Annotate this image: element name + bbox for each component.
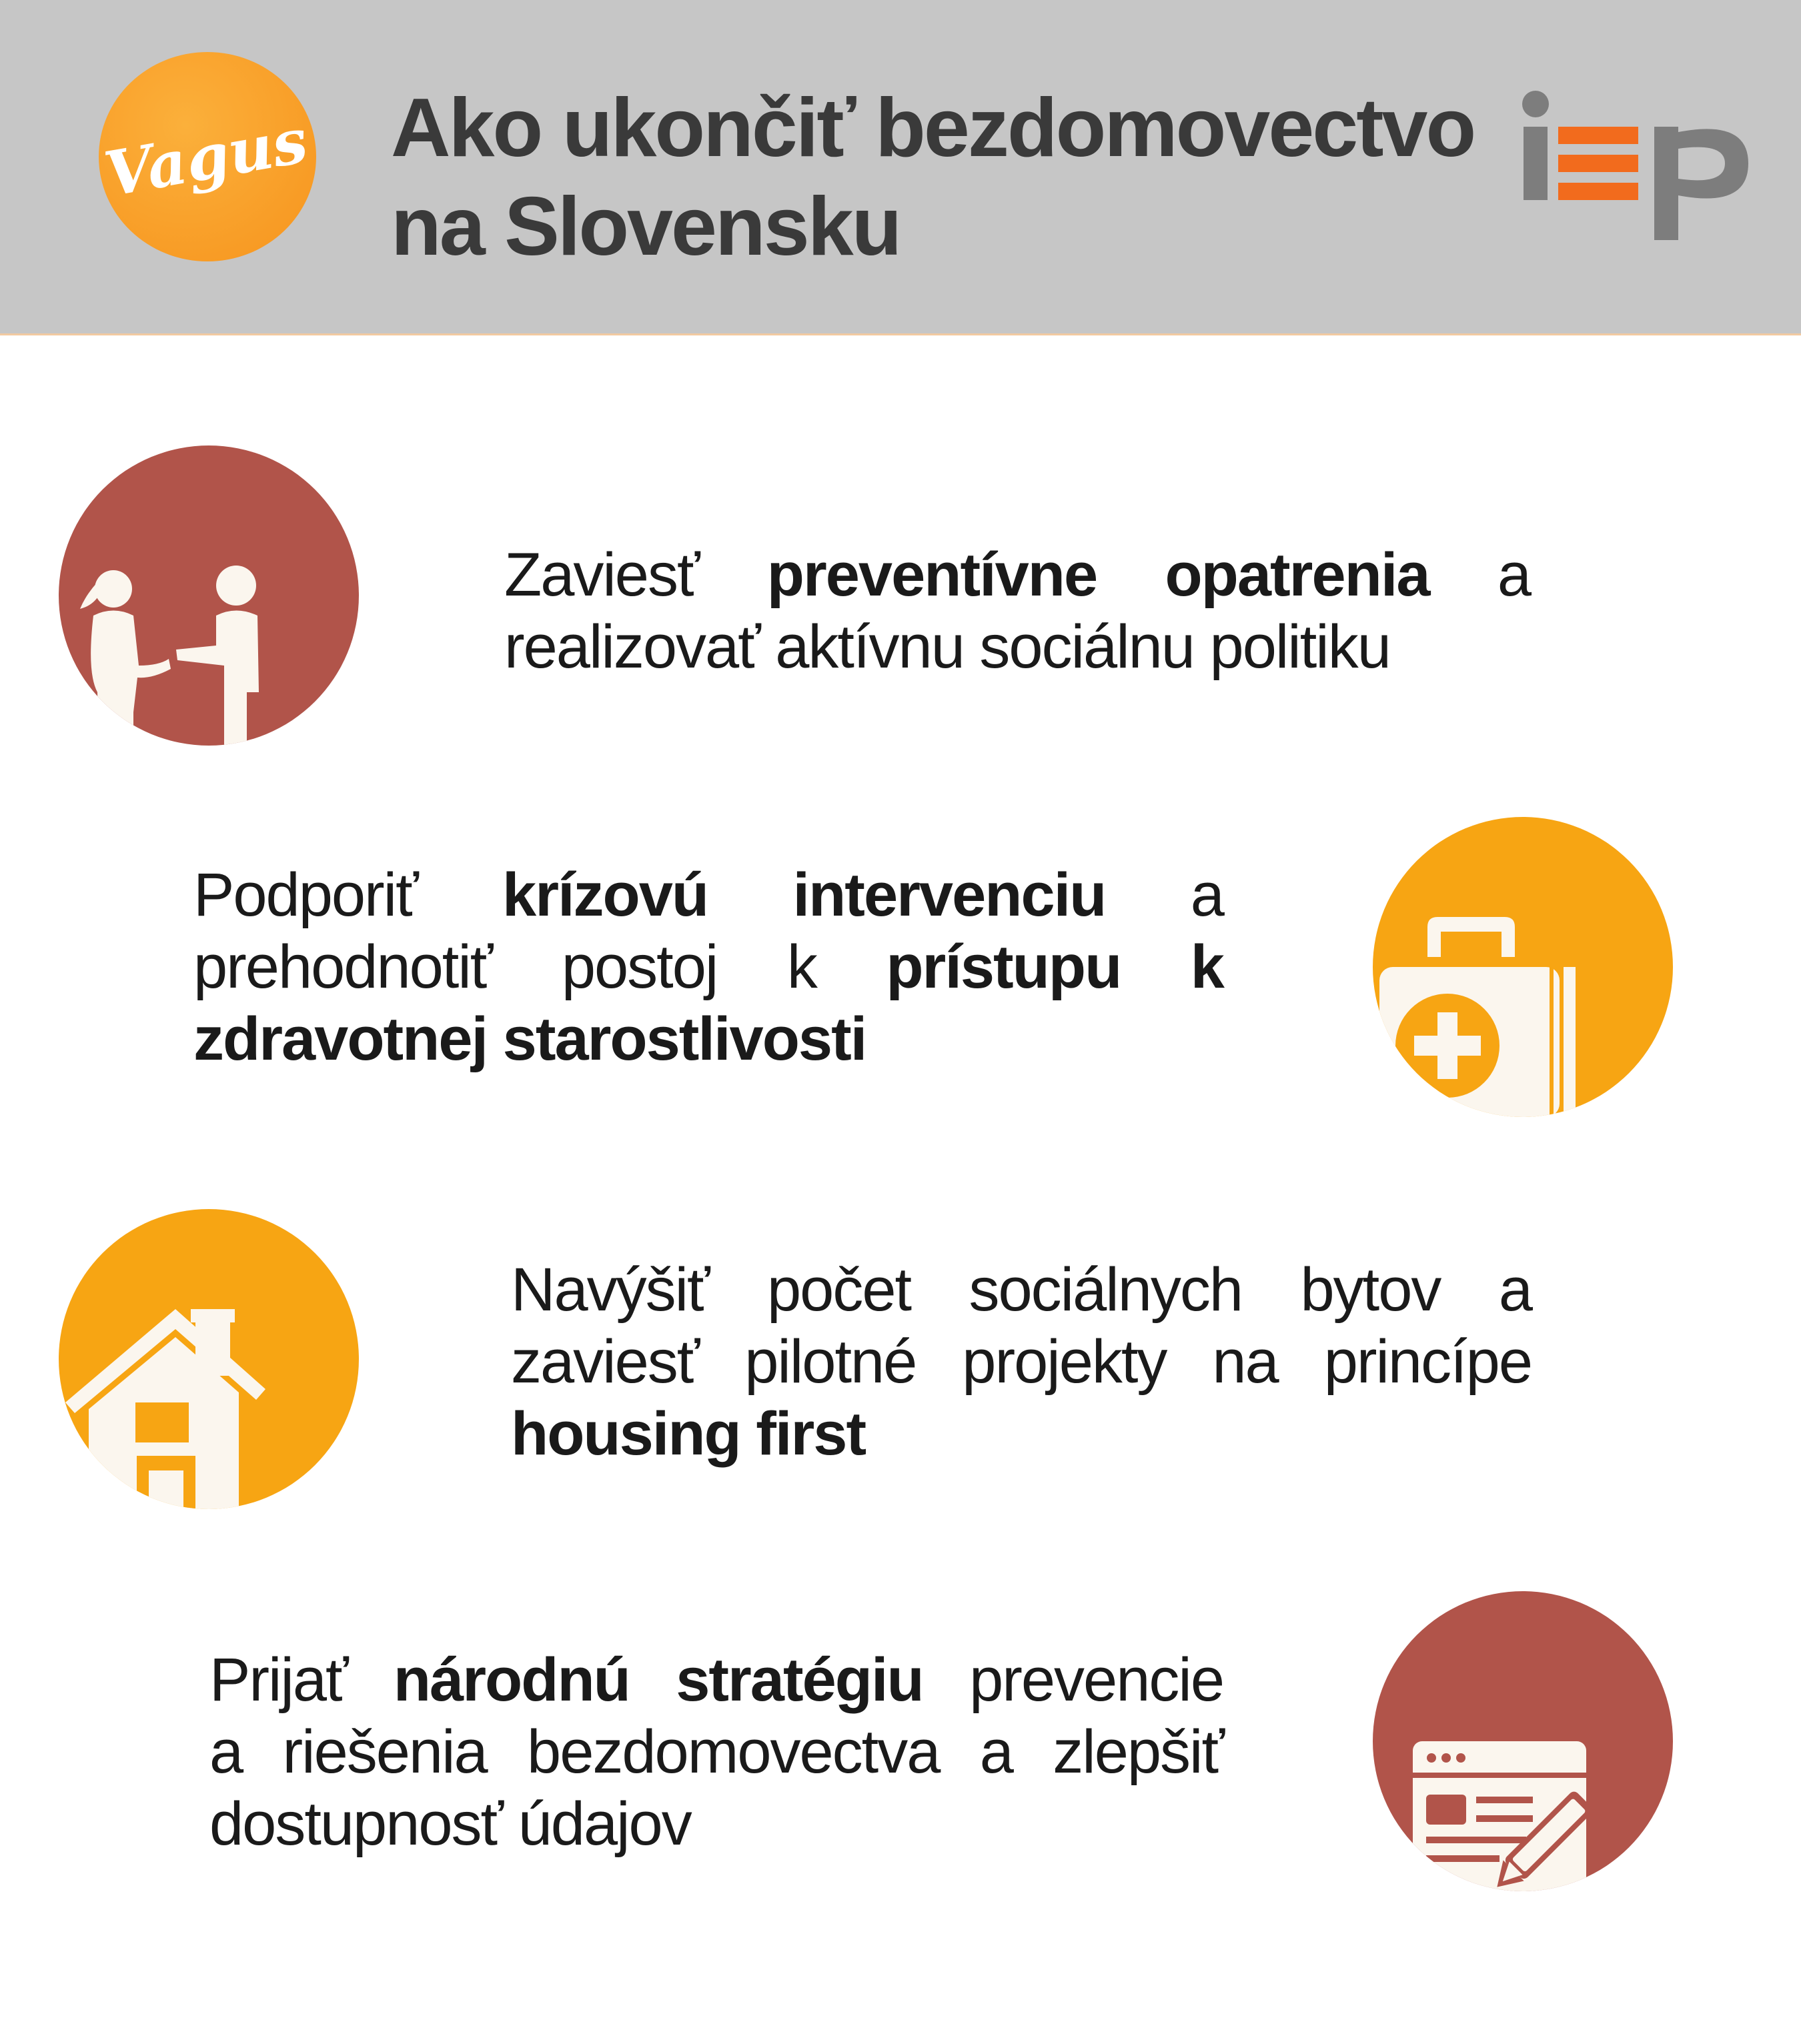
text-fragment: Navýšiť: [511, 1256, 709, 1324]
iep-logo: [1518, 85, 1758, 245]
text-fragment: Zaviesť: [504, 541, 699, 609]
text-fragment: a: [1190, 861, 1223, 929]
item-1-icon-circle: [59, 445, 359, 746]
item-2-line-2: [193, 931, 1223, 1003]
document-edit-icon: [1373, 1591, 1673, 1891]
text-fragment: počet: [766, 1256, 911, 1324]
vagus-logo: [99, 52, 316, 261]
text-fragment: Podporiť: [193, 861, 418, 929]
item-2-line-3: [193, 1003, 1223, 1075]
text-fragment: a: [1497, 541, 1530, 609]
item-4-line-3: [209, 1788, 1223, 1860]
text-fragment-bold: k: [1190, 933, 1223, 1001]
page-title: [391, 79, 1475, 276]
text-fragment: postoj: [561, 933, 718, 1001]
text-fragment: realizovať aktívnu sociálnu politiku: [504, 613, 1390, 681]
text-fragment: k: [786, 933, 816, 1001]
text-fragment-bold: zdravotnej starostlivosti: [193, 1005, 866, 1073]
text-fragment: bytov: [1300, 1256, 1441, 1324]
text-fragment: dostupnosť údajov: [209, 1790, 691, 1858]
vagus-logo-text: Vagus: [99, 104, 313, 211]
text-fragment-bold: housing first: [511, 1400, 866, 1468]
text-fragment: a: [1498, 1256, 1532, 1324]
text-fragment: projekty: [962, 1328, 1167, 1396]
text-fragment-bold: opatrenia: [1165, 541, 1429, 609]
item-2-line-1: [193, 859, 1223, 931]
header-band: [0, 0, 1801, 335]
text-fragment: zaviesť: [511, 1328, 699, 1396]
text-fragment-bold: krízovú: [502, 861, 708, 929]
iep-logo-text: iep: [1518, 85, 1520, 86]
text-fragment: riešenia: [282, 1718, 487, 1786]
text-fragment: na: [1212, 1328, 1278, 1396]
text-fragment: Prijať: [209, 1646, 348, 1714]
item-3-line-2: [511, 1326, 1532, 1398]
house-icon: [59, 1209, 359, 1509]
item-1-line-2: [504, 611, 1530, 683]
item-4-text: [209, 1644, 1223, 1860]
item-1-line-1: [504, 539, 1530, 611]
item-4-line-1: [209, 1644, 1223, 1716]
page-title-line-1: Ako ukončiť bezdomovectvo: [391, 82, 1475, 174]
medical-kit-icon: [1373, 817, 1673, 1117]
text-fragment: prehodnotiť: [193, 933, 492, 1001]
text-fragment: a: [979, 1718, 1013, 1786]
text-fragment-bold: intervenciu: [792, 861, 1106, 929]
item-3-text: [511, 1254, 1532, 1470]
item-1-text: [504, 539, 1530, 683]
text-fragment: a: [209, 1718, 243, 1786]
item-4-line-2: [209, 1716, 1223, 1788]
text-fragment-bold: stratégiu: [676, 1646, 923, 1714]
text-fragment: bezdomovectva: [527, 1718, 940, 1786]
item-3-line-1: [511, 1254, 1532, 1326]
text-fragment: prevencie: [969, 1646, 1223, 1714]
text-fragment: zlepšiť: [1053, 1718, 1223, 1786]
text-fragment: pilotné: [744, 1328, 917, 1396]
item-4-icon-circle: [1373, 1591, 1673, 1891]
item-2-text: [193, 859, 1223, 1075]
text-fragment: princípe: [1323, 1328, 1532, 1396]
page-title-line-2: na Slovensku: [391, 181, 900, 273]
text-fragment-bold: preventívne: [766, 541, 1097, 609]
text-fragment-bold: prístupu: [886, 933, 1121, 1001]
item-2-icon-circle: [1373, 817, 1673, 1117]
handshake-icon: [59, 445, 359, 746]
item-3-line-3: [511, 1398, 1532, 1470]
item-3-icon-circle: [59, 1209, 359, 1509]
text-fragment: sociálnych: [969, 1256, 1243, 1324]
text-fragment-bold: národnú: [393, 1646, 630, 1714]
